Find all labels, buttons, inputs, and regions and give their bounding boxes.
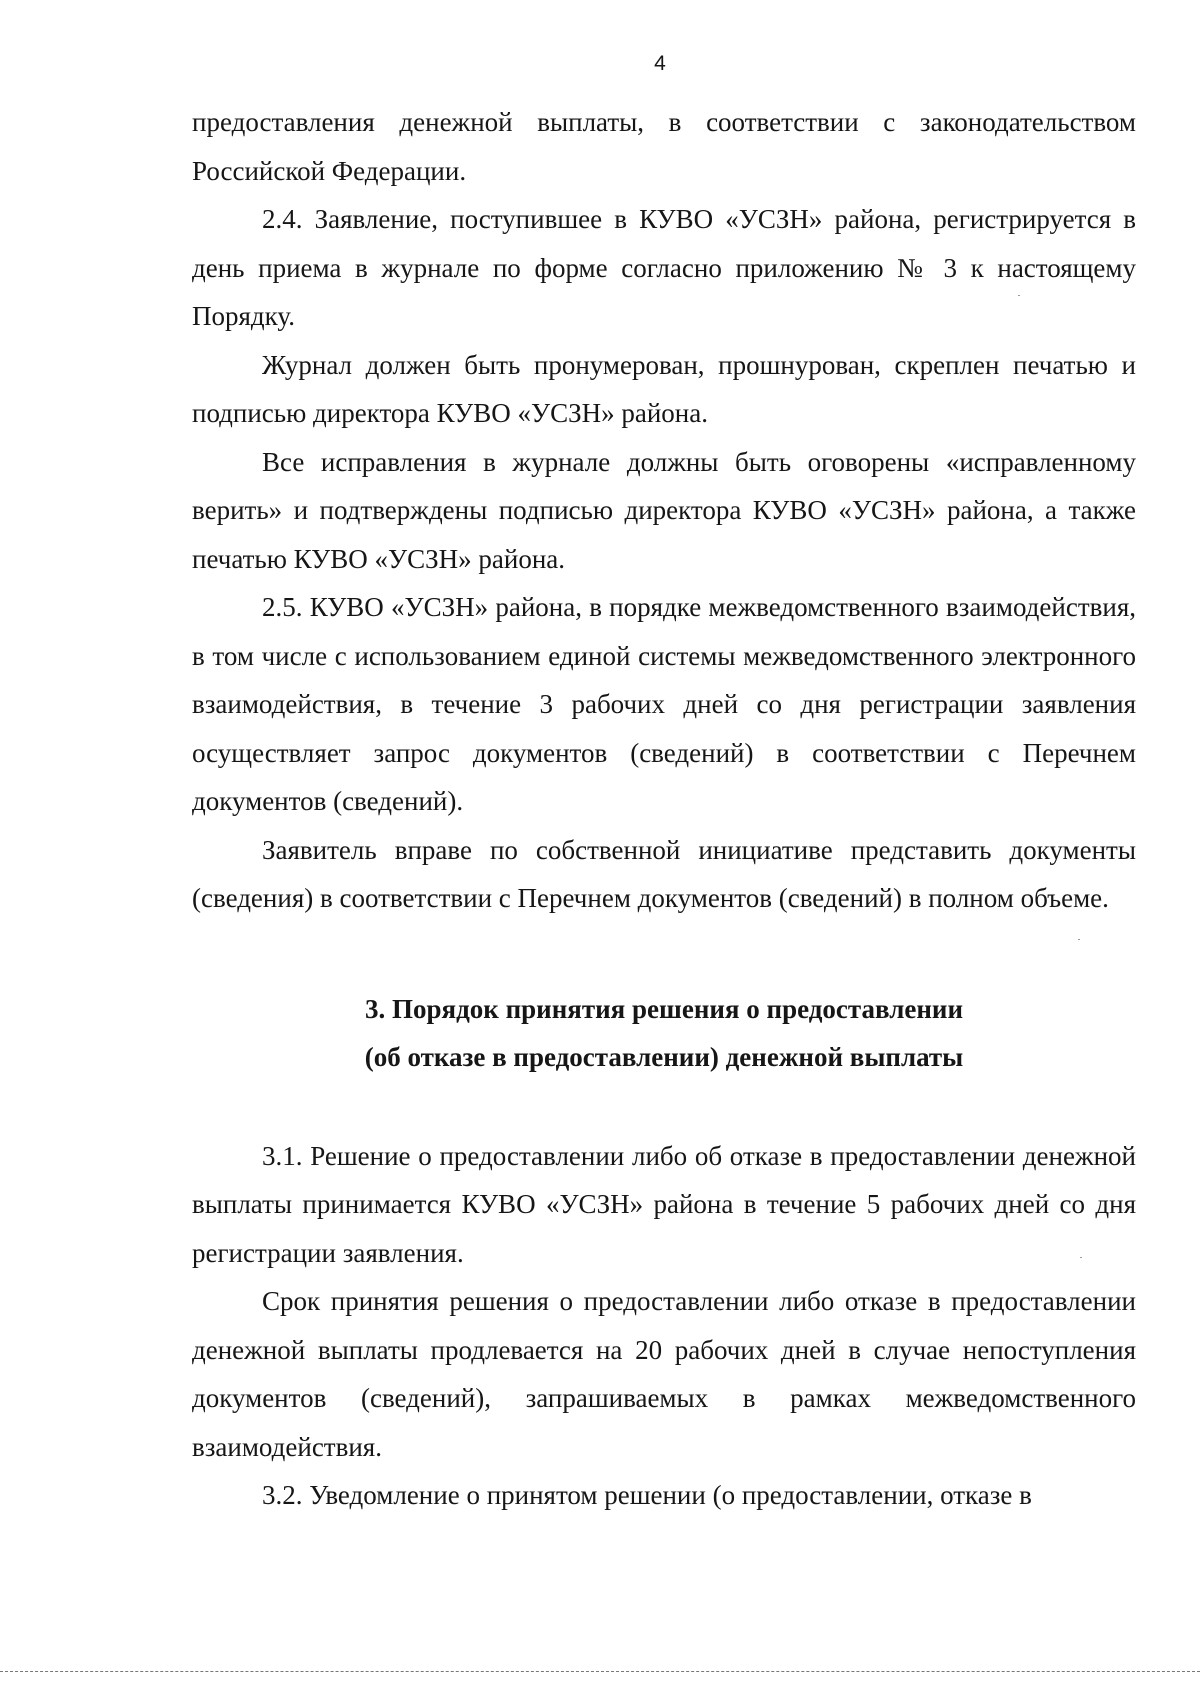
paragraphs-before-section [192, 98, 1136, 923]
paragraph: Заявитель вправе по собственной инициативе представить документы (сведения) в соответствии с Перечнем документов (сведений) в полном объеме. [192, 834, 1136, 913]
scan-speck [1080, 1257, 1082, 1258]
paragraph: 2.5. КУВО «УСЗН» района, в порядке межведомственного взаимодействия, в том числе с использованием единой системы межведомственного электронного взаимодействия, в течение 3 рабочих дней со дня регистрации заявления осуществляет запрос документов (сведений) в соответствии с Перечнем документов (сведений). [192, 592, 1136, 816]
paragraph: 3.1. Решение о предоставлении либо об отказе в предоставлении денежной выплаты принимается КУВО «УСЗН» района в течение 5 рабочих дней со дня регистрации заявления. [192, 1140, 1136, 1268]
scan-speck [1078, 939, 1080, 940]
section-heading-line: (об отказе в предоставлении) денежной выплаты [364, 1042, 964, 1072]
scan-speck [1018, 295, 1020, 296]
paragraph: 3.2. Уведомление о принятом решении (о предоставлении, отказе в [262, 1480, 1032, 1510]
paragraph: Все исправления в журнале должны быть оговорены «исправленному верить» и подтверждены подписью директора КУВО «УСЗН» района, а также печатью КУВО «УСЗН» района. [192, 446, 1136, 574]
page-bottom-edge [0, 1671, 1200, 1672]
paragraph: Срок принятия решения о предоставлении либо отказе в предоставлении денежной выплаты продлевается на 20 рабочих дней в случае непоступления документов (сведений), запрашиваемых в рамках межведомственного взаимодействия. [192, 1286, 1136, 1462]
section-heading-line: 3. Порядок принятия решения о предоставлении [364, 993, 964, 1024]
paragraph: 2.4. Заявление, поступившее в КУВО «УСЗН» района, регистрируется в день приема в журнале по форме согласно приложению № 3 к настоящему Порядку. [192, 204, 1136, 331]
paragraphs-after-section [192, 1132, 1136, 1520]
paragraph: предоставления денежной выплаты, в соответствии с законодательством Российской Федерации. [192, 107, 1136, 186]
section-heading [192, 985, 1136, 1082]
paragraph: Журнал должен быть пронумерован, прошнурован, скреплен печатью и подписью директора КУВО «УСЗН» района. [192, 349, 1136, 428]
page-number: 4 [654, 52, 666, 75]
document-body [192, 98, 1136, 1520]
